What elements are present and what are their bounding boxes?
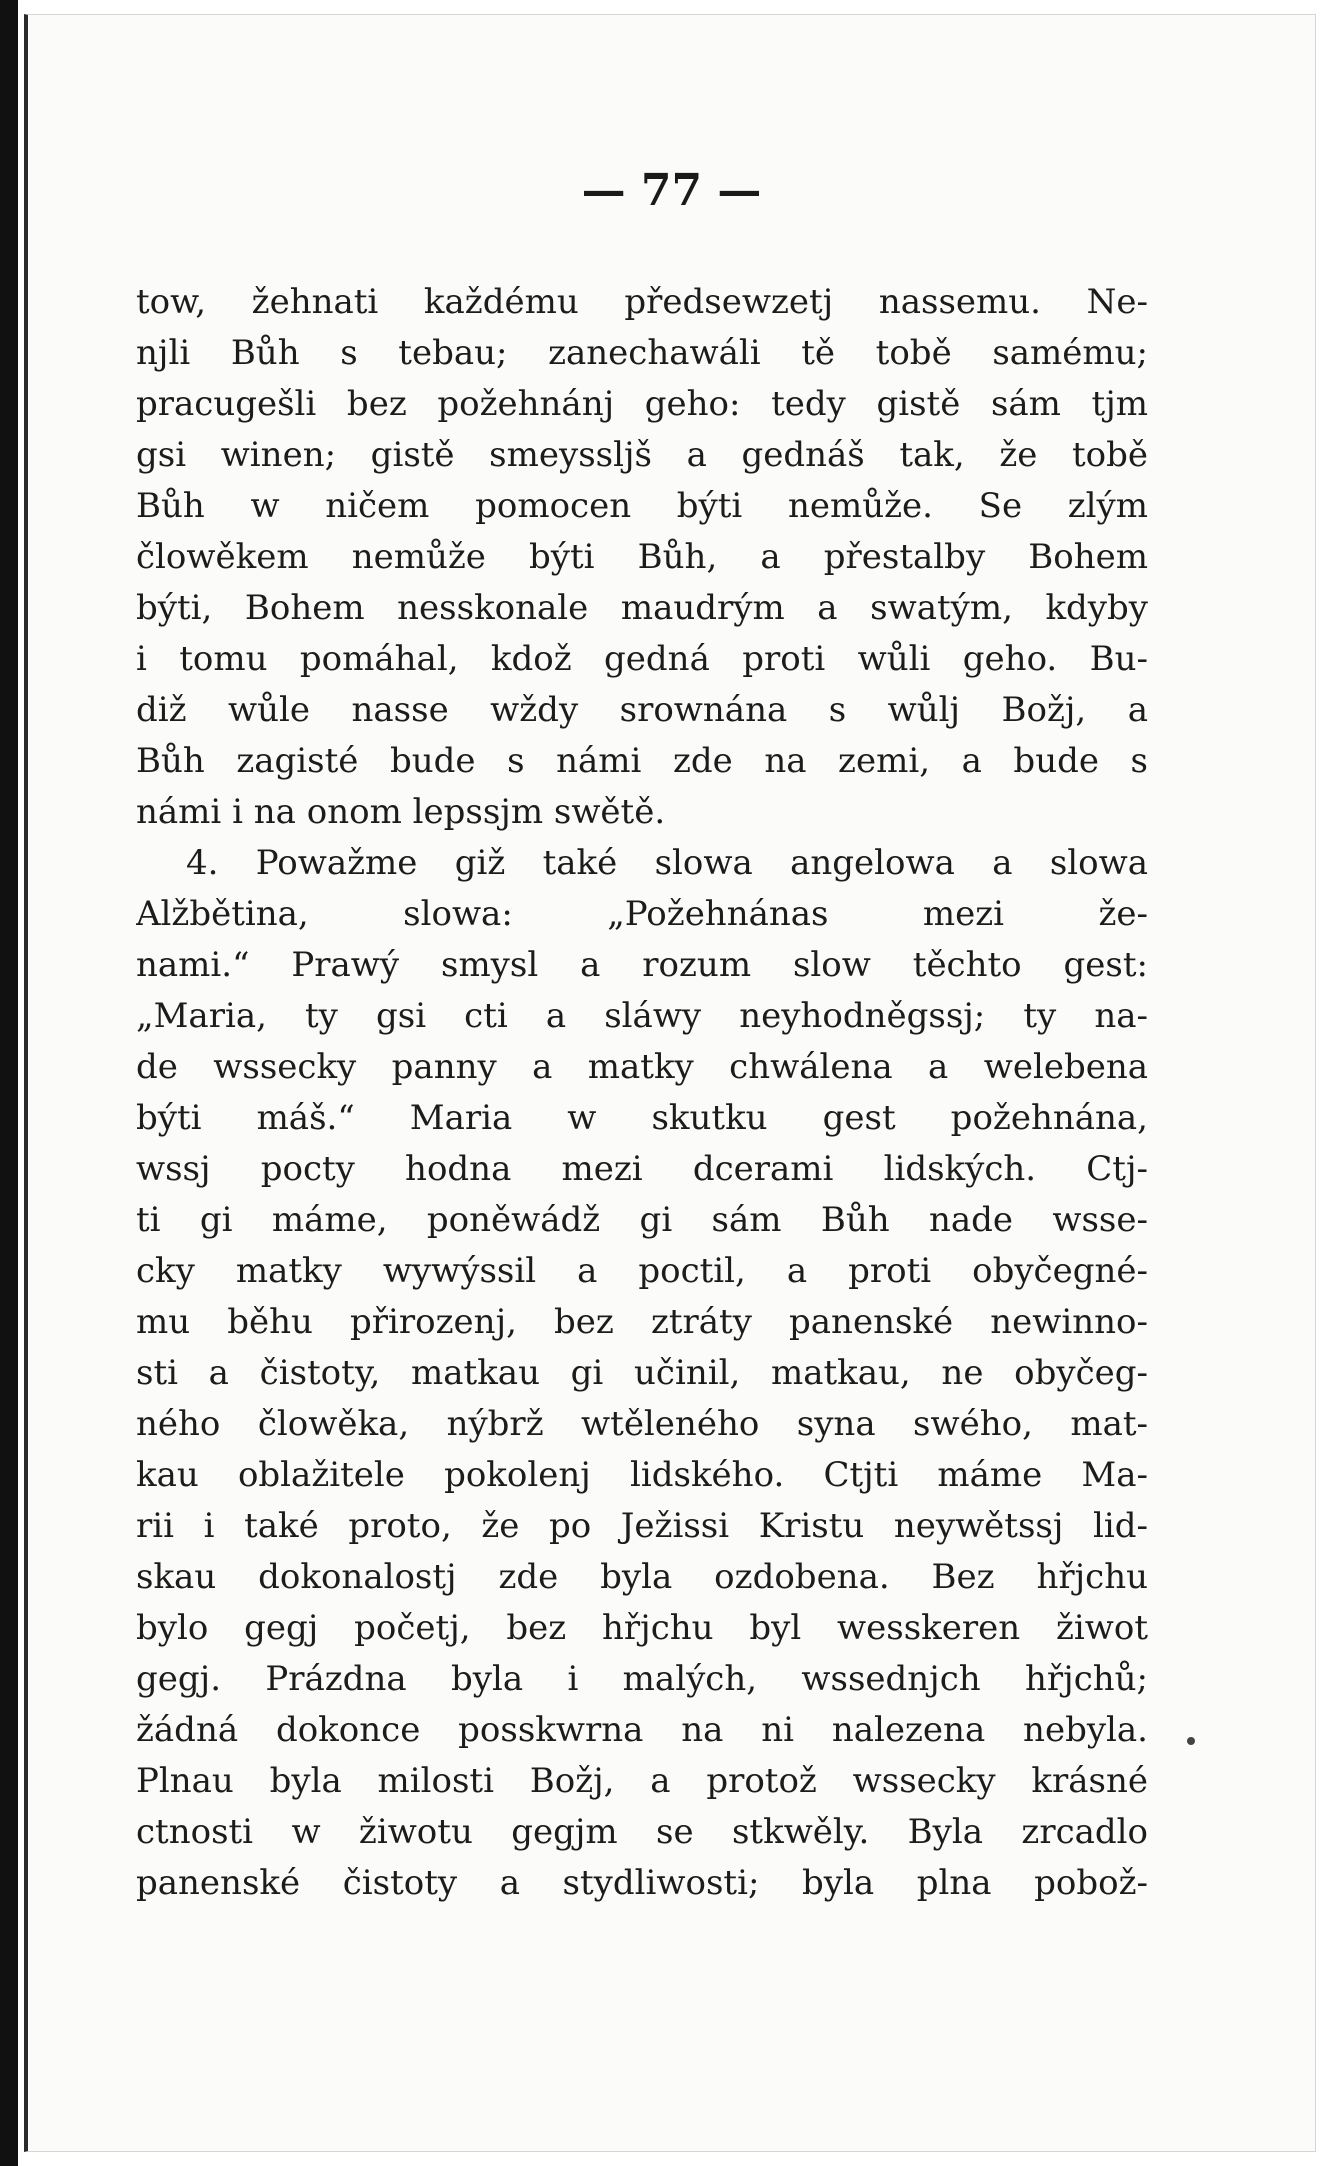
text-line: člowěkem nemůže býti Bůh, a přestalby Bohem <box>136 537 1148 577</box>
page-number: — 77 — <box>581 165 762 216</box>
text-line: býti, Bohem nesskonale maudrým a swatým, kdyby <box>136 588 1148 628</box>
text-line: ti gi máme, poněwádž gi sám Bůh nade wsse- <box>136 1200 1148 1240</box>
text-line: býti máš.“ Maria w skutku gest požehnána, <box>136 1098 1148 1138</box>
text-line: Plnau byla milosti Božj, a protož wssecky krásné <box>136 1761 1148 1801</box>
text-line: tow, žehnati každému předsewzetj nassemu. Ne- <box>136 282 1148 322</box>
text-line: „Maria, ty gsi cti a sláwy neyhodněgssj; ty na- <box>136 996 1148 1036</box>
text-line: žádná dokonce posskwrna na ni nalezena nebyla. <box>136 1710 1148 1750</box>
scan-edge <box>0 0 18 2166</box>
text-line: rii i také proto, že po Ježissi Kristu neywětssj lid- <box>136 1506 1148 1546</box>
text-line: námi i na onom lepssjm swětě. <box>136 792 666 832</box>
text-line: ného člowěka, nýbrž wtěleného syna swého, mat- <box>136 1404 1148 1444</box>
text-line: wssj pocty hodna mezi dcerami lidských. Ctj- <box>136 1149 1148 1189</box>
text-line: sti a čistoty, matkau gi učinil, matkau, ne obyčeg- <box>136 1353 1148 1393</box>
body-text <box>136 277 1148 1909</box>
text-line: de wssecky panny a matky chwálena a welebena <box>136 1047 1148 1087</box>
paragraph-start-line: 4. Powažme giž také slowa angelowa a slowa <box>186 843 1148 883</box>
text-line: skau dokonalostj zde byla ozdobena. Bez hřjchu <box>136 1557 1148 1597</box>
text-line: panenské čistoty a stydliwosti; byla plna pobož- <box>136 1863 1148 1903</box>
text-line: mu běhu přirozenj, bez ztráty panenské newinno- <box>136 1302 1148 1342</box>
text-line: Alžbětina, slowa: „Požehnánas mezi že- <box>136 894 1148 934</box>
text-line: njli Bůh s tebau; zanechawáli tě tobě samému; <box>136 333 1148 373</box>
text-line: Bůh w ničem pomocen býti nemůže. Se zlým <box>136 486 1148 526</box>
text-line: diž wůle nasse wždy srownána s wůlj Božj, a <box>136 690 1148 730</box>
text-line: ctnosti w žiwotu gegjm se stkwěly. Byla zrcadlo <box>136 1812 1148 1852</box>
text-line: gsi winen; gistě smeyssljš a gednáš tak, že tobě <box>136 435 1148 475</box>
text-line: cky matky wywýssil a poctil, a proti obyčegné- <box>136 1251 1148 1291</box>
book-page <box>24 14 1316 2152</box>
text-line: Bůh zagisté bude s námi zde na zemi, a bude s <box>136 741 1148 781</box>
ink-speck <box>1187 1737 1195 1745</box>
text-line: i tomu pomáhal, kdož gedná proti wůli geho. Bu- <box>136 639 1148 679</box>
text-line: pracugešli bez požehnánj geho: tedy gistě sám tjm <box>136 384 1148 424</box>
text-line: kau oblažitele pokolenj lidského. Ctjti máme Ma- <box>136 1455 1148 1495</box>
text-line: bylo gegj početj, bez hřjchu byl wesskeren žiwot <box>136 1608 1148 1648</box>
text-line: nami.“ Prawý smysl a rozum slow těchto gest: <box>136 945 1148 985</box>
text-line: gegj. Prázdna byla i malých, wssednjch hřjchů; <box>136 1659 1148 1699</box>
